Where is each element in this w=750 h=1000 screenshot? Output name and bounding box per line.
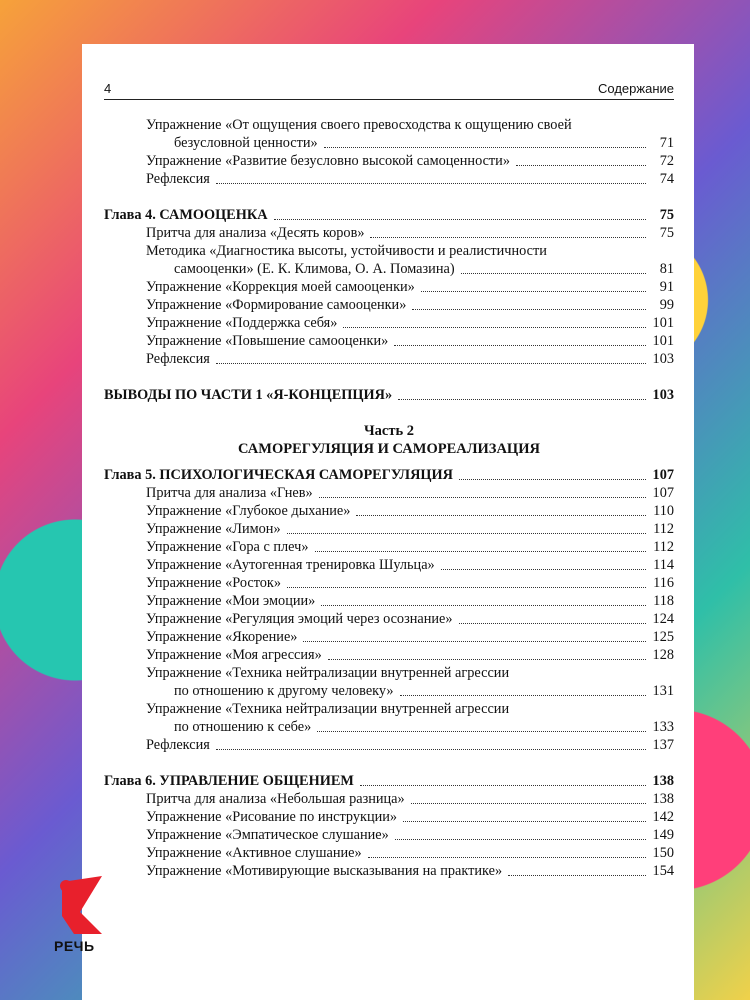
toc-entry-title: Упражнение «Повышение самооценки» (146, 333, 389, 349)
leader-dots (343, 327, 646, 328)
leader-dots (324, 147, 646, 148)
toc-page-number: 124 (652, 611, 674, 627)
toc-entry-title: Упражнение «Активное слушание» (146, 845, 362, 861)
toc-entry[interactable] (104, 646, 674, 664)
leader-dots (370, 237, 646, 238)
toc-entry-title: Упражнение «Эмпатическое слушание» (146, 827, 389, 843)
toc-entry[interactable] (104, 538, 674, 556)
leader-dots (216, 749, 646, 750)
toc-entry[interactable] (104, 736, 674, 754)
toc-entry-title: Упражнение «Аутогенная тренировка Шульца» (146, 557, 435, 573)
toc-entry[interactable] (104, 700, 674, 736)
toc-page-number: 137 (652, 737, 674, 753)
leader-dots (303, 641, 646, 642)
toc-entry-title: Упражнение «Глубокое дыхание» (146, 503, 351, 519)
leader-dots (216, 183, 646, 184)
leader-dots (421, 291, 646, 292)
toc-page-number: 103 (652, 351, 674, 367)
toc-entry-title: Упражнение «Якорение» (146, 629, 298, 645)
toc-entry-title: Рефлексия (146, 171, 210, 187)
toc-entry[interactable] (104, 556, 674, 574)
toc-entry[interactable] (104, 574, 674, 592)
leader-dots (461, 273, 646, 274)
toc-page-number: 138 (652, 791, 674, 807)
leader-dots (394, 345, 646, 346)
leader-dots (508, 875, 646, 876)
toc-page-number: 81 (659, 261, 674, 277)
leader-dots (360, 785, 646, 786)
toc-page-number: 149 (652, 827, 674, 843)
toc-entry-title: Упражнение «Мои эмоции» (146, 593, 316, 609)
toc-entry-title: Притча для анализа «Небольшая разница» (146, 791, 405, 807)
leader-dots (317, 731, 646, 732)
toc-page-number: 91 (659, 279, 674, 295)
spacer (104, 188, 674, 206)
toc-entry-title: Упражнение «Мотивирующие высказывания на практике» (146, 863, 503, 879)
toc-page-number: 74 (659, 171, 674, 187)
page-number: 4 (104, 81, 112, 96)
toc-chapter[interactable] (104, 386, 674, 404)
toc-entry[interactable] (104, 224, 674, 242)
toc-entry-title: Упражнение «Поддержка себя» (146, 315, 338, 331)
leader-dots (403, 821, 646, 822)
toc-entry[interactable] (104, 610, 674, 628)
leader-dots (411, 803, 646, 804)
toc-page-number: 114 (653, 557, 674, 573)
toc-entry[interactable] (104, 242, 674, 278)
toc-page-number: 107 (652, 485, 674, 501)
leader-dots (441, 569, 646, 570)
publisher-name: РЕЧЬ (54, 938, 95, 954)
toc-page-number: 154 (652, 863, 674, 879)
leader-dots (516, 165, 646, 166)
toc-entry[interactable] (104, 862, 674, 880)
toc-page-number: 110 (653, 503, 674, 519)
part-heading (104, 422, 674, 458)
toc-page-number: 142 (652, 809, 674, 825)
table-of-contents (104, 116, 674, 880)
toc-entry[interactable] (104, 790, 674, 808)
toc-entry-title-cont: безусловной ценности» (174, 135, 318, 151)
toc-entry-title: Упражнение «Гора с плеч» (146, 539, 309, 555)
toc-page-number: 71 (659, 135, 674, 151)
toc-entry[interactable] (104, 314, 674, 332)
toc-entry[interactable] (104, 350, 674, 368)
toc-page-number: 101 (652, 333, 674, 349)
toc-chapter[interactable] (104, 206, 674, 224)
leader-dots (398, 399, 646, 400)
leader-dots (319, 497, 646, 498)
leader-dots (459, 623, 646, 624)
leader-dots (395, 839, 646, 840)
leader-dots (287, 587, 646, 588)
toc-entry-title: Упражнение «Формирование самооценки» (146, 297, 407, 313)
running-title: Содержание (598, 81, 674, 96)
toc-entry[interactable] (104, 332, 674, 350)
toc-entry[interactable] (104, 664, 674, 700)
toc-page-number: 99 (659, 297, 674, 313)
toc-entry[interactable] (104, 502, 674, 520)
toc-entry-title: Упражнение «От ощущения своего превосходства к ощущению своей (146, 117, 572, 133)
leader-dots (274, 219, 646, 220)
toc-entry[interactable] (104, 296, 674, 314)
toc-entry-title: Упражнение «Рисование по инструкции» (146, 809, 398, 825)
toc-entry-title: Упражнение «Техника нейтрализации внутренней агрессии (146, 701, 510, 717)
toc-entry-title: Упражнение «Регуляция эмоций через осознание» (146, 611, 453, 627)
toc-entry-title: Притча для анализа «Гнев» (146, 485, 313, 501)
spacer (104, 404, 674, 422)
toc-page-number: 133 (652, 719, 674, 735)
toc-page-number: 75 (659, 225, 674, 241)
toc-page-number: 131 (652, 683, 674, 699)
toc-entry[interactable] (104, 278, 674, 296)
toc-entry-title: Упражнение «Росток» (146, 575, 282, 591)
part-number: Часть 2 (364, 423, 414, 439)
toc-entry-title: Методика «Диагностика высоты, устойчивости и реалистичности (146, 243, 547, 259)
toc-chapter[interactable] (104, 466, 674, 484)
toc-entry-title: Рефлексия (146, 351, 210, 367)
toc-entry[interactable] (104, 844, 674, 862)
leader-dots (356, 515, 646, 516)
toc-entry[interactable] (104, 592, 674, 610)
toc-entry[interactable] (104, 152, 674, 170)
toc-entry-title: Упражнение «Моя агрессия» (146, 647, 322, 663)
toc-entry[interactable] (104, 484, 674, 502)
toc-entry-title: Упражнение «Лимон» (146, 521, 281, 537)
toc-entry[interactable] (104, 628, 674, 646)
leader-dots (459, 479, 646, 480)
leader-dots (368, 857, 646, 858)
toc-page-number: 125 (652, 629, 674, 645)
toc-page-number: 150 (652, 845, 674, 861)
toc-page-number: 103 (652, 387, 674, 403)
toc-entry[interactable] (104, 808, 674, 826)
toc-page-number: 112 (653, 539, 674, 555)
toc-entry[interactable] (104, 520, 674, 538)
toc-page-number: 116 (653, 575, 674, 591)
leader-dots (216, 363, 646, 364)
toc-page-number: 112 (653, 521, 674, 537)
toc-entry-title-cont: по отношению к другому человеку» (174, 683, 394, 699)
toc-page-number: 101 (652, 315, 674, 331)
part-title: САМОРЕГУЛЯЦИЯ И САМОРЕАЛИЗАЦИЯ (238, 441, 540, 457)
toc-entry-title: Упражнение «Коррекция моей самооценки» (146, 279, 415, 295)
leader-dots (315, 551, 646, 552)
page-header (104, 79, 674, 100)
toc-entry-title: ВЫВОДЫ ПО ЧАСТИ 1 «Я-КОНЦЕПЦИЯ» (104, 387, 393, 403)
toc-page-number: 138 (652, 773, 674, 789)
toc-entry-title: Рефлексия (146, 737, 210, 753)
toc-entry[interactable] (104, 116, 674, 152)
leader-dots (400, 695, 646, 696)
toc-entry-title-cont: самооценки» (Е. К. Климова, О. А. Помазина) (174, 261, 455, 277)
toc-page-number: 118 (653, 593, 674, 609)
toc-entry-title: Глава 6. УПРАВЛЕНИЕ ОБЩЕНИЕМ (104, 773, 354, 789)
spacer (104, 458, 674, 466)
leader-dots (328, 659, 646, 660)
leader-dots (412, 309, 646, 310)
toc-entry-title: Упражнение «Техника нейтрализации внутренней агрессии (146, 665, 510, 681)
spacer (104, 368, 674, 386)
toc-page-number: 75 (659, 207, 674, 223)
leader-dots (321, 605, 646, 606)
toc-entry-title-cont: по отношению к себе» (174, 719, 312, 735)
toc-entry-title: Глава 4. САМООЦЕНКА (104, 207, 268, 223)
leader-dots (287, 533, 646, 534)
toc-page-number: 72 (659, 153, 674, 169)
toc-page-number: 107 (652, 467, 674, 483)
toc-page-number: 128 (652, 647, 674, 663)
book-page (82, 44, 694, 1000)
toc-entry-title: Притча для анализа «Десять коров» (146, 225, 365, 241)
toc-entry-title: Упражнение «Развитие безусловно высокой самоценности» (146, 153, 510, 169)
toc-entry[interactable] (104, 170, 674, 188)
toc-entry[interactable] (104, 826, 674, 844)
toc-chapter[interactable] (104, 772, 674, 790)
toc-entry-title: Глава 5. ПСИХОЛОГИЧЕСКАЯ САМОРЕГУЛЯЦИЯ (104, 467, 453, 483)
spacer (104, 754, 674, 772)
